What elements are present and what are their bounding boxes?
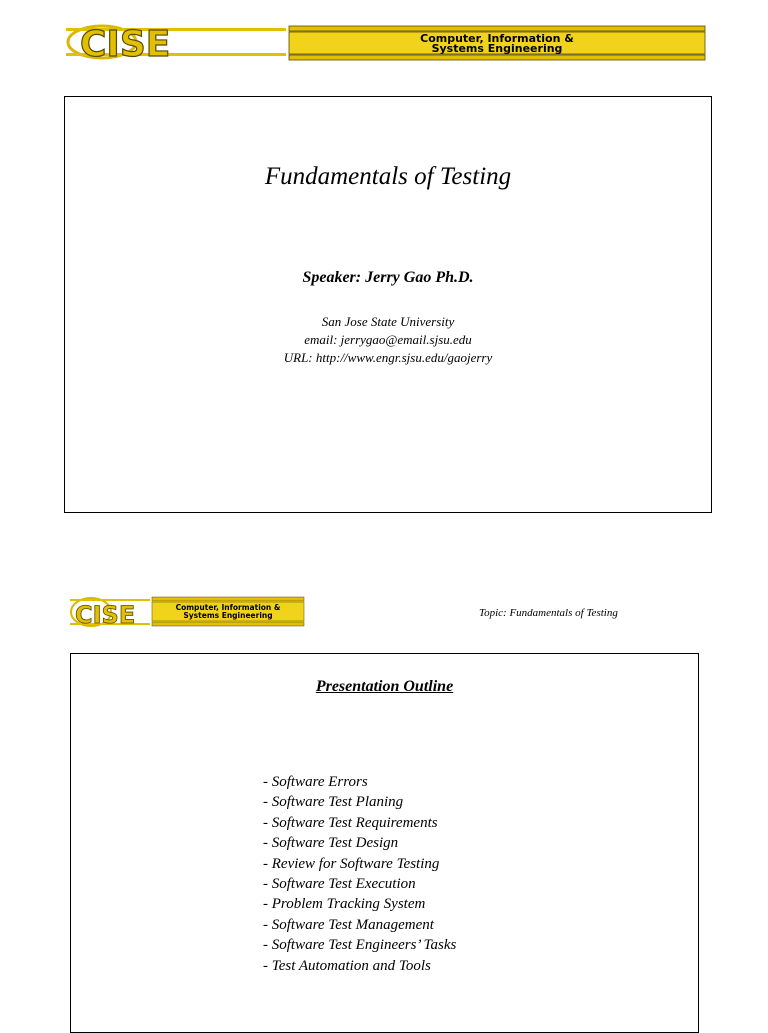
email-address: email: jerrygao@email.sjsu.edu bbox=[304, 332, 472, 347]
university-name: San Jose State University bbox=[321, 314, 455, 329]
outline-slide bbox=[70, 653, 699, 1033]
outline-item: - Review for Software Testing bbox=[263, 855, 440, 872]
logo-line1: Computer, Information & bbox=[420, 32, 574, 45]
logo-small-letters: CISE bbox=[75, 601, 136, 629]
outline-list bbox=[263, 772, 456, 976]
outline-item: - Problem Tracking System bbox=[263, 896, 426, 913]
outline-item: - Software Errors bbox=[263, 774, 368, 790]
affiliation-block bbox=[65, 313, 711, 367]
logo-small-line1: Computer, Information & bbox=[175, 603, 281, 612]
outline-item: - Software Test Engineers’ Tasks bbox=[263, 937, 457, 954]
cise-logo-small bbox=[69, 595, 305, 629]
title-slide bbox=[64, 96, 712, 513]
outline-item: - Software Test Management bbox=[263, 916, 434, 933]
outline-item: - Test Automation and Tools bbox=[263, 957, 431, 974]
outline-item: - Software Test Design bbox=[263, 835, 399, 852]
cise-logo-large bbox=[64, 22, 708, 62]
outline-item: - Software Test Requirements bbox=[263, 814, 438, 831]
logo-line2: Systems Engineering bbox=[431, 42, 563, 55]
outline-title: Presentation Outline bbox=[315, 678, 454, 695]
slide-title: Fundamentals of Testing bbox=[264, 163, 512, 190]
topic-label: Topic: Fundamentals of Testing bbox=[479, 607, 618, 619]
logo-letters: CISE bbox=[80, 24, 171, 62]
url-address: URL: http://www.engr.sjsu.edu/gaojerry bbox=[283, 350, 493, 365]
outline-item: - Software Test Planing bbox=[263, 794, 404, 811]
outline-item: - Software Test Execution bbox=[263, 876, 416, 893]
speaker-name: Speaker: Jerry Gao Ph.D. bbox=[302, 269, 474, 286]
logo-small-line2: Systems Engineering bbox=[183, 611, 273, 620]
